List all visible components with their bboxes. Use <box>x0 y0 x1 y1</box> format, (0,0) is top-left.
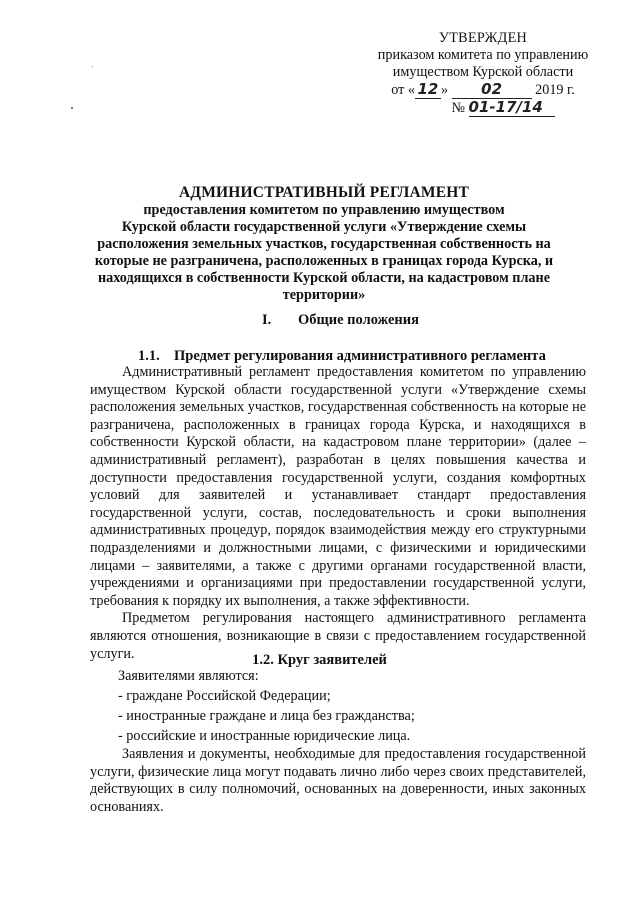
paragraph: Предметом регулирования настоящего административного регламента являются отношения, возникающие в связи с предоставлением государственной услуги. <box>90 610 586 662</box>
date-day: 12 <box>415 81 441 99</box>
date-mid: » <box>440 82 449 98</box>
scan-speck <box>71 107 73 109</box>
date-prefix: от « <box>391 82 415 98</box>
number-value: 01-17/14 <box>469 99 555 117</box>
number-prefix: № <box>451 100 465 116</box>
title-line: которые не разграничена, расположенных в границах города Курска, и <box>94 253 554 269</box>
approval-line-2: имуществом Курской области <box>392 64 574 80</box>
approval-block <box>368 30 598 117</box>
title-main: АДМИНИСТРАТИВНЫЙ РЕГЛАМЕНТ <box>178 184 470 201</box>
subsection-1-1-body <box>90 364 586 663</box>
section-title: Общие положения <box>298 312 419 328</box>
date-month: 02 <box>452 81 532 99</box>
applicants-list <box>90 666 586 746</box>
approval-date <box>368 81 598 99</box>
list-item: - иностранные граждане и лица без гражданства; <box>118 708 415 724</box>
subsection-number: 1.1. <box>138 348 160 364</box>
subsection-heading-1-2: 1.2. Круг заявителей <box>252 652 387 668</box>
paragraph: Административный регламент предоставления комитетом по управлению имуществом Курской области государственной услуги «Утверждение схемы расположения земельных участков, государственная собственность на которые не разграничена, расположенных в границах города Курска, и находящихся в собственности Курской области, на кадастровом плане территории» (далее – административный регламент), разработан в целях повышения качества и доступности предоставления государственной услуги, создания комфортных условий для заявителей и устанавливает стандарт предоставления государственной услуги, состав, последовательность и сроки выполнения административных процедур, порядок взаимодействия между его структурными подразделениями и должностными лицами, с физическими и юридическими лицами – заявителями, а также с другими органами государственной власти, учреждениями и организациями при предоставлении государственной услуги, требования к порядку их выполнения, а также эффективности. <box>90 364 586 609</box>
title-line: территории» <box>282 287 366 303</box>
scan-speck <box>92 66 93 67</box>
list-item: - российские и иностранные юридические лица. <box>118 728 411 744</box>
section-number: I. <box>262 312 272 328</box>
title-line: Курской области государственной услуги «Утверждение схемы <box>121 219 527 235</box>
paragraph: Заявления и документы, необходимые для предоставления государственной услуги, физические лица могут подавать лично либо через своих представителей, действующих в силу полномочий, основанных на доверенности, иных законных основаниях. <box>90 746 586 815</box>
date-year: 2019 г. <box>535 82 575 98</box>
subsection-heading <box>138 348 546 365</box>
title-line: находящихся в собственности Курской области, на кадастровом плане <box>97 270 550 286</box>
subsection-1-2-body <box>90 746 586 816</box>
regulation-title <box>80 183 568 304</box>
approval-line-1: приказом комитета по управлению <box>377 47 589 63</box>
title-line: предоставления комитетом по управлению имуществом <box>143 202 505 218</box>
list-item: - граждане Российской Федерации; <box>118 688 331 704</box>
title-line: расположения земельных участков, государственная собственность на <box>97 236 551 252</box>
subsection-title: Предмет регулирования административного регламента <box>174 348 546 364</box>
list-intro: Заявителями являются: <box>118 668 259 684</box>
approval-number <box>368 99 598 117</box>
approval-title: УТВЕРЖДЕН <box>438 30 528 46</box>
